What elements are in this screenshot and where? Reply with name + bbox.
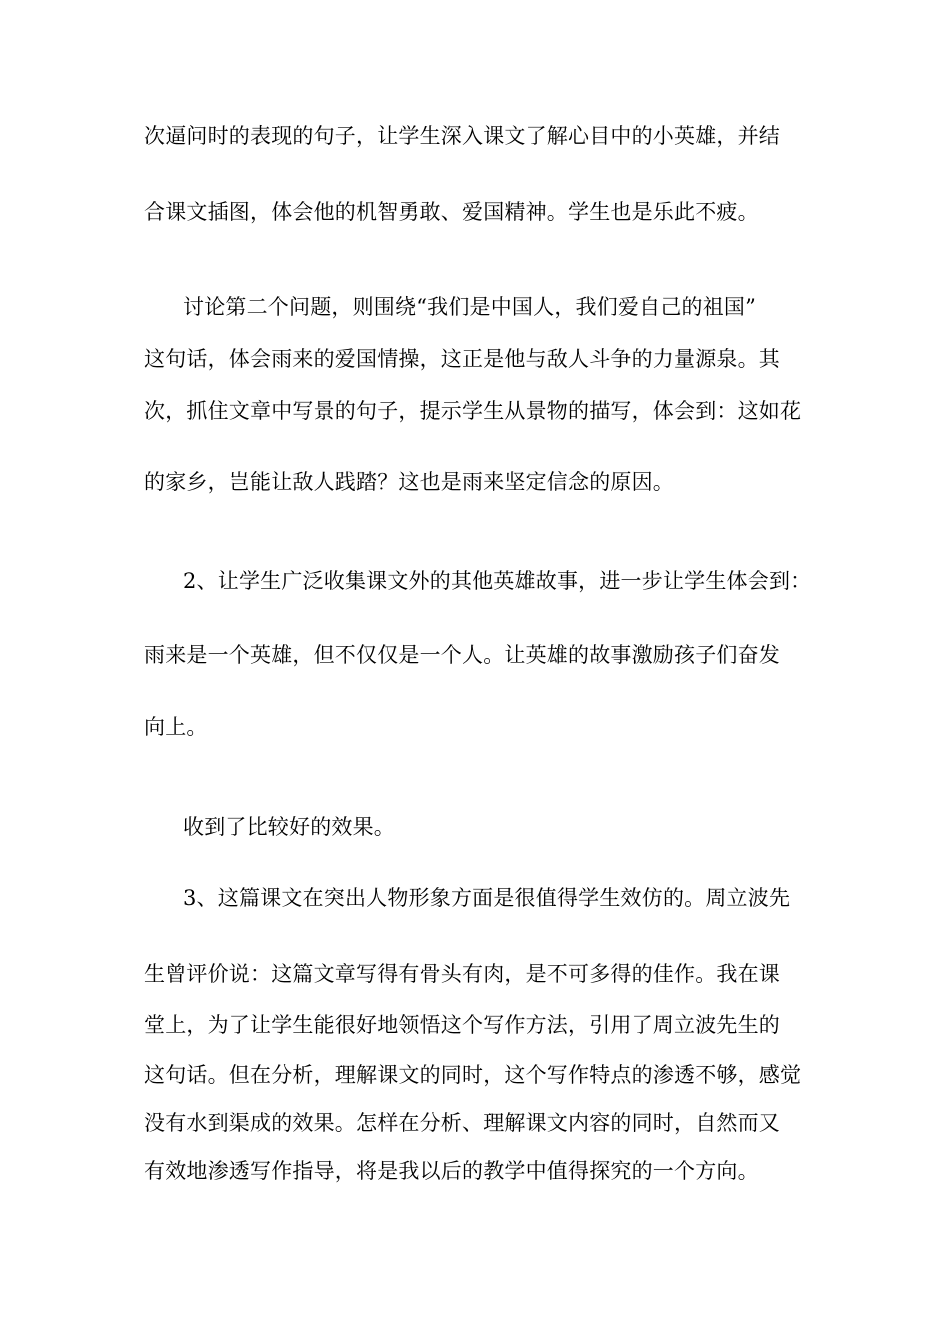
paragraph-line: 的家乡，岂能让敌人践踏？这也是雨来坚定信念的原因。: [144, 470, 674, 494]
paragraph-line: 没有水到渠成的效果。怎样在分析、理解课文内容的同时，自然而又: [144, 1111, 780, 1135]
paragraph-line: 合课文插图，体会他的机智勇敢、爱国精神。学生也是乐此不疲。: [144, 200, 759, 224]
paragraph-line: 堂上，为了让学生能很好地领悟这个写作方法，引用了周立波先生的: [144, 1013, 780, 1037]
paragraph-line: 这句话，体会雨来的爱国情操，这正是他与敌人斗争的力量源泉。其: [144, 347, 780, 371]
paragraph-line: 雨来是一个英雄，但不仅仅是一个人。让英雄的故事激励孩子们奋发: [144, 643, 780, 667]
paragraph-line: 向上。: [144, 715, 208, 739]
paragraph-line: 3、这篇课文在突出人物形象方面是很值得学生效仿的。周立波先: [183, 886, 791, 910]
paragraph-line: 次逼问时的表现的句子，让学生深入课文了解心目中的小英雄，并结: [144, 124, 780, 148]
paragraph-line: 次，抓住文章中写景的句子，提示学生从景物的描写，体会到：这如花: [144, 399, 802, 423]
paragraph-line: 生曾评价说：这篇文章写得有骨头有肉，是不可多得的佳作。我在课: [144, 962, 780, 986]
paragraph-line: 2、让学生广泛收集课文外的其他英雄故事，进一步让学生体会到：: [183, 569, 812, 593]
paragraph-line: 这句话。但在分析，理解课文的同时，这个写作特点的渗透不够，感觉: [144, 1063, 802, 1087]
paragraph-line: 有效地渗透写作指导，将是我以后的教学中值得探究的一个方向。: [144, 1159, 759, 1183]
paragraph-line: 收到了比较好的效果。: [183, 815, 395, 839]
paragraph-line: 讨论第二个问题，则围绕“我们是中国人，我们爱自己的祖国”: [183, 295, 757, 319]
